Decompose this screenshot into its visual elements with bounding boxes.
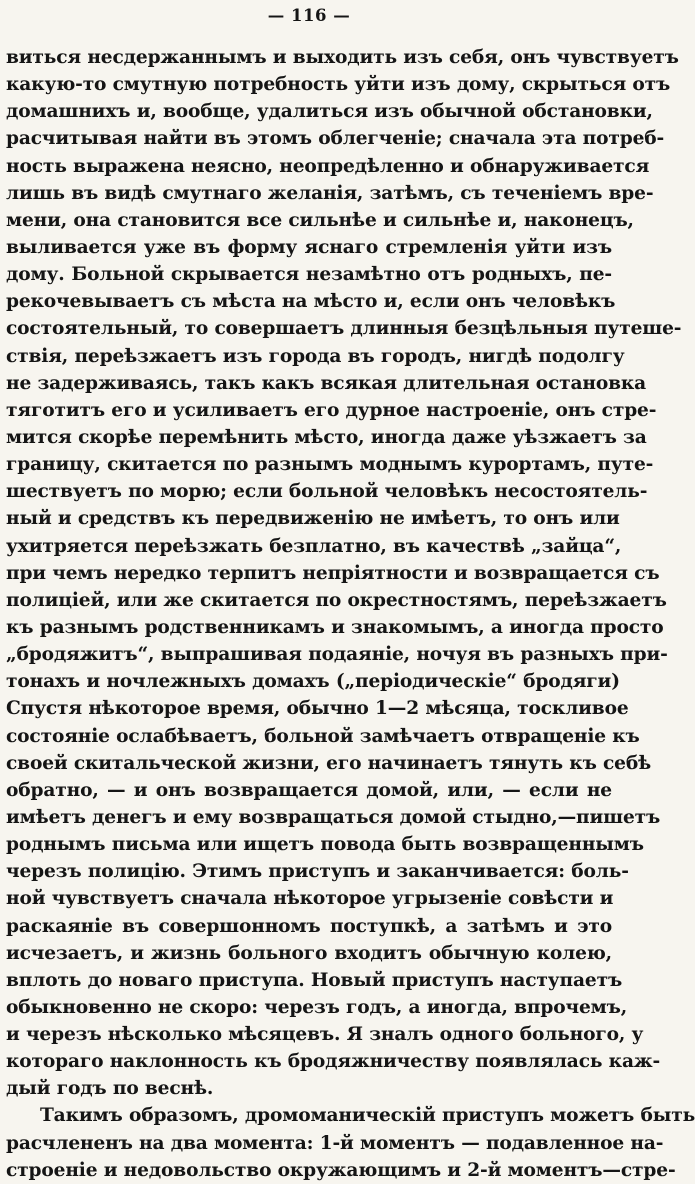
text-line: виться несдержаннымъ и выходить изъ себя, онъ чувствуетъ [6, 47, 679, 68]
text-line: и черезъ нѣсколько мѣсяцевъ. Я зналъ одного больного, у [6, 1024, 644, 1046]
text-line: котораго наклонность къ бродяжничеству появлялась каж- [6, 1051, 661, 1073]
text-line: дому. Больной скрывается незамѣтно отъ родныхъ, пе- [6, 264, 612, 286]
text-line: вплоть до новаго приступа. Новый приступъ наступаетъ [6, 969, 623, 991]
text-line: тонахъ и ночлежныхъ домахъ („періодическіе“ бродяги) [6, 671, 620, 693]
text-line: своей скитальческой жизни, его начинаетъ тянуть къ себѣ [6, 752, 652, 774]
text-line: какую-то смутную потребность уйти изъ дому, скрыться отъ [6, 74, 671, 96]
text-line: расчитывая найти въ этомъ облегченіе; сначала эта потреб- [6, 128, 665, 150]
text-line: обратно, — и онъ возвращается домой, или, — если не [6, 779, 612, 801]
text-line: ной чувствуетъ сначала нѣкоторое угрызеніе совѣсти и [6, 888, 614, 910]
text-line: состоятельный, то совершаетъ длинныя безцѣльныя путеше- [6, 318, 682, 340]
text-line: „бродяжитъ“, выпрашивая подаяніе, ночуя въ разныхъ при- [6, 644, 668, 666]
text-line: строеніе и недовольство окружающимъ и 2-й моментъ—стре- [6, 1159, 676, 1181]
text-line: тяготитъ его и усиливаетъ его дурное настроеніе, онъ стре- [6, 399, 657, 421]
text-line: обыкновенно не скоро: черезъ годъ, а иногда, впрочемъ, [6, 996, 628, 1018]
body-text [6, 44, 695, 1184]
text-line: полиціей, или же скитается по окрестностямъ, переѣзжаетъ [6, 589, 667, 611]
text-line: мени, она становится все сильнѣе и сильнѣе и, наконецъ, [6, 209, 634, 231]
text-line: ствія, переѣзжаетъ изъ города въ городъ, нигдѣ подолгу [6, 345, 625, 367]
text-line: расчлененъ на два момента: 1-й моментъ — подавленное на- [6, 1132, 664, 1154]
text-line: состояніе ослабѣваетъ, больной замѣчаетъ отвращеніе къ [6, 725, 640, 747]
text-line: мится скорѣе перемѣнить мѣсто, иногда даже уѣзжаетъ за [6, 426, 647, 448]
text-line: ный и средствъ къ передвиженію не имѣетъ, то онъ или [6, 508, 620, 530]
text-line: выливается уже въ форму яснаго стремленія уйти изъ [6, 236, 612, 258]
text-line: имѣетъ денегъ и ему возвращаться домой стыдно,—пишетъ [6, 806, 661, 828]
text-line: дый годъ по веснѣ. [6, 1078, 214, 1100]
text-line: при чемъ нередко терпитъ непріятности и возвращается съ [6, 562, 660, 584]
text-line: исчезаетъ, и жизнь больного входитъ обычную колею, [6, 942, 612, 964]
text-line: ность выражена неясно, неопредѣленно и обнаруживается [6, 155, 650, 177]
text-line: Такимъ образомъ, дромоманическій приступъ можетъ быть [40, 1105, 695, 1127]
text-line: границу, скитается по разнымъ моднымъ курортамъ, путе- [6, 454, 654, 476]
text-line: черезъ полицію. Этимъ приступъ и заканчивается: боль- [6, 861, 629, 883]
text-line: лишь въ видѣ смутнаго желанія, затѣмъ, съ теченіемъ вре- [6, 182, 654, 204]
page-number: — 116 — [267, 6, 351, 25]
text-line: шествуетъ по морю; если больной человѣкъ несостоятель- [6, 481, 648, 503]
text-line: раскаяніе въ совершонномъ поступкѣ, а затѣмъ и это [6, 915, 612, 937]
text-line: не задерживаясь, такъ какъ всякая длительная остановка [6, 372, 647, 394]
text-line: домашнихъ и, вообще, удалиться изъ обычной обстановки, [6, 101, 653, 123]
text-line: ухитряется переѣзжать безплатно, въ качествѣ „зайца“, [6, 535, 622, 557]
text-line: рекочевываетъ съ мѣста на мѣсто и, если онъ человѣкъ [6, 291, 616, 313]
text-line: роднымъ письма или ищетъ повода быть возвращеннымъ [6, 834, 644, 856]
text-line: къ разнымъ родственникамъ и знакомымъ, а иногда просто [6, 616, 664, 638]
text-line: Спустя нѣкоторое время, обычно 1—2 мѣсяца, тоскливое [6, 698, 629, 720]
